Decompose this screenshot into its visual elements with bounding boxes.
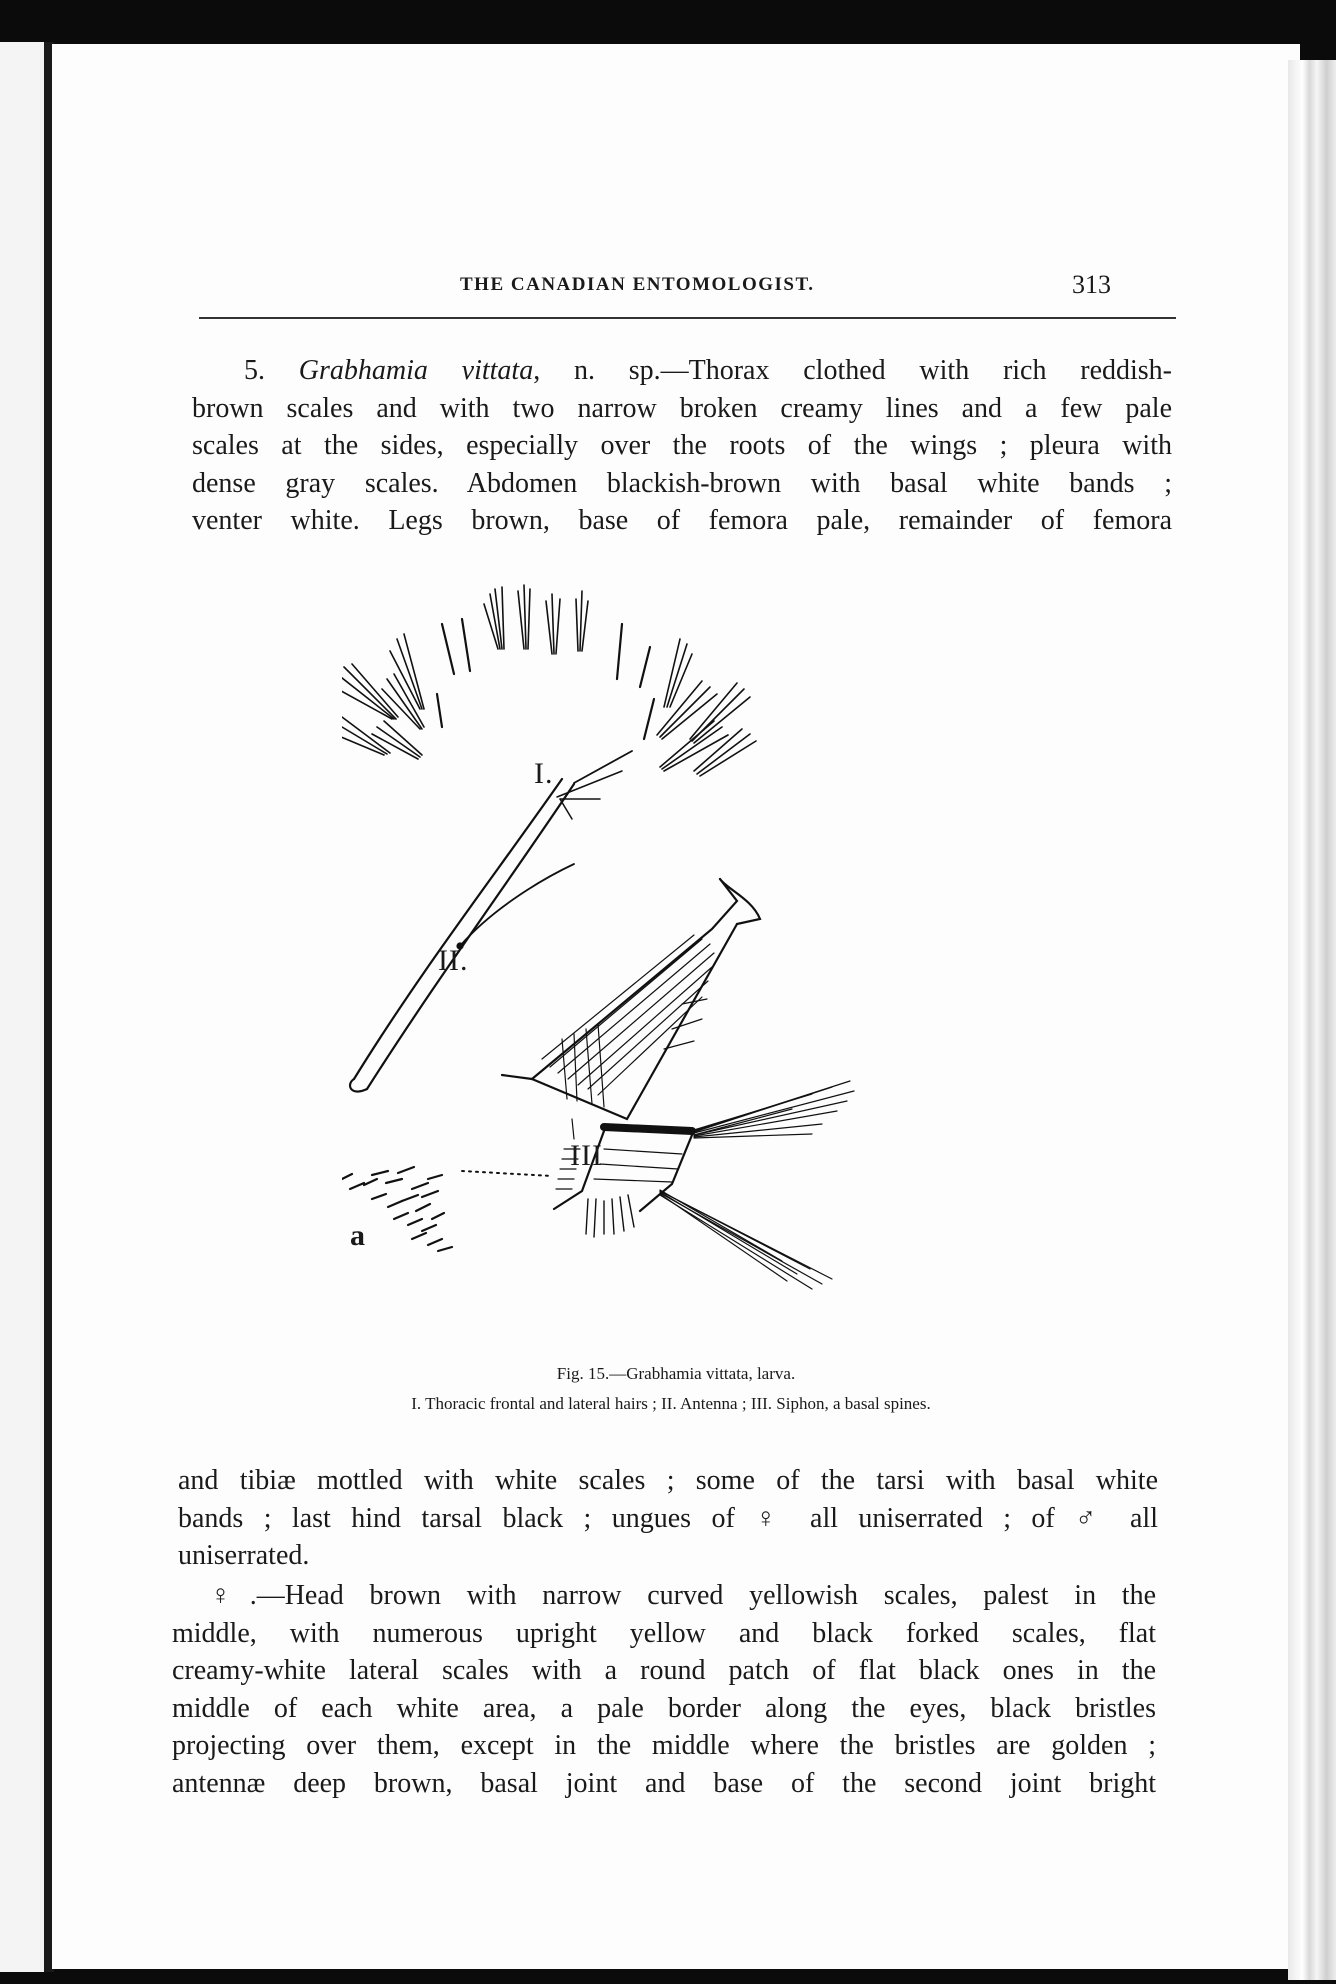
text-line: middle, with numerous upright yellow and black forked scales, flat	[172, 1617, 1156, 1649]
figure-label-iii: III	[570, 1139, 603, 1172]
figure-label-ii: II.	[438, 944, 469, 977]
text-line: ♀.—Head brown with narrow curved yellowish scales, palest in the	[210, 1580, 1156, 1611]
header-rule	[199, 317, 1176, 319]
paragraph-species-description	[192, 352, 1172, 540]
text-line: projecting over them, except in the middle where the bristles are golden ;	[172, 1730, 1156, 1761]
thoracic-hairs	[342, 585, 756, 776]
paragraph-female-description	[172, 1577, 1156, 1802]
text-line: creamy-white lateral scales with a round patch of flat black ones in the	[172, 1655, 1156, 1686]
page-number: 313	[1072, 270, 1111, 299]
larva-figure	[342, 579, 1062, 1359]
antenna-drawing	[350, 751, 632, 1092]
text-line: antennæ deep brown, basal joint and base of the second joint bright	[172, 1767, 1156, 1799]
text-line: 5. Grabhamia vittata, n. sp.—Thorax clothed with rich reddish-	[244, 355, 1173, 386]
figure-caption-title: Fig. 15.—Grabhamia vittata, larva.	[556, 1364, 796, 1383]
siphon-drawing	[462, 879, 854, 1289]
figure-label-i: I.	[534, 757, 554, 790]
page-header	[52, 270, 1300, 304]
text-line: bands ; last hind tarsal black ; ungues of ♀ all uniserrated ; of ♂ all	[178, 1502, 1158, 1534]
text-line: brown scales and with two narrow broken creamy lines and a few pale	[192, 392, 1172, 424]
paragraph-legs-continued	[178, 1462, 1158, 1575]
text-line: venter white. Legs brown, base of femora pale, remainder of femora	[192, 505, 1172, 536]
text-line: uniserrated.	[178, 1540, 310, 1571]
species-name: Grabhamia vittata	[298, 355, 534, 386]
figure-caption-detail: I. Thoracic frontal and lateral hairs ; II. Antenna ; III. Siphon, a basal spines.	[411, 1394, 931, 1413]
figure-label-a: a	[350, 1219, 366, 1252]
text-line: dense gray scales. Abdomen blackish-brown with basal white bands ;	[192, 467, 1172, 499]
book-page	[52, 44, 1300, 1969]
right-page-edges	[1288, 60, 1336, 1980]
left-page-edge	[0, 42, 54, 1972]
text-line: middle of each white area, a pale border along the eyes, black bristles	[172, 1692, 1156, 1724]
running-head: THE CANADIAN ENTOMOLOGIST.	[460, 274, 815, 295]
text-line: and tibiæ mottled with white scales ; some of the tarsi with basal white	[178, 1465, 1158, 1496]
text-line: scales at the sides, especially over the roots of the wings ; pleura with	[192, 430, 1172, 461]
